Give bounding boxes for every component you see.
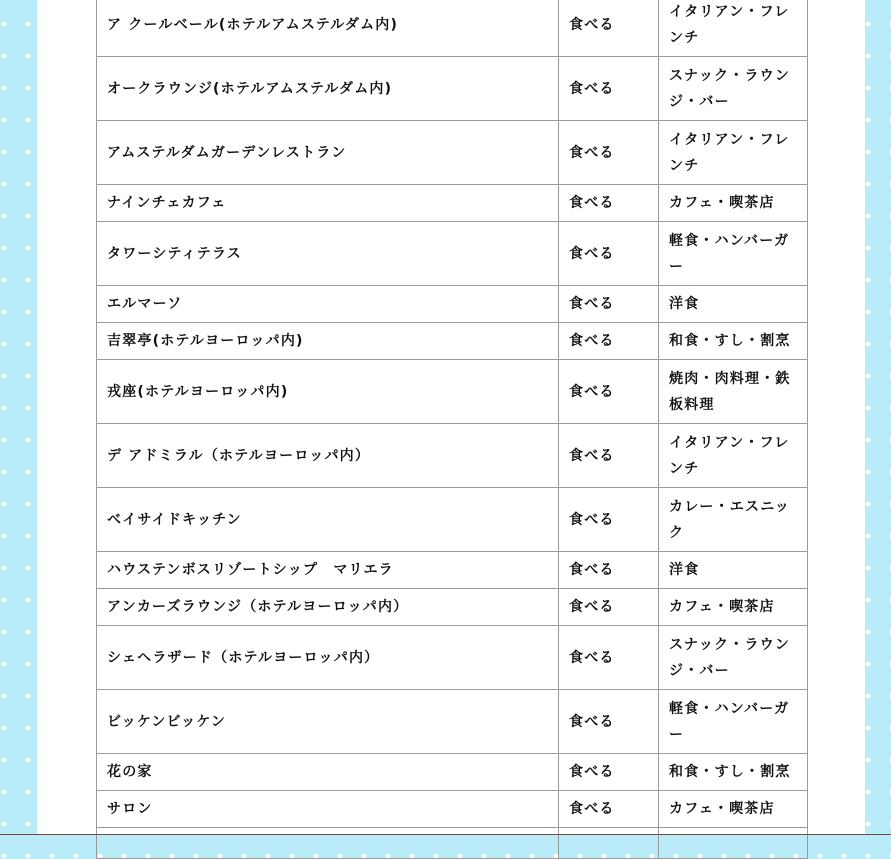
category-cell: 食べる [559, 791, 659, 828]
genre-cell: カレー・エスニック [659, 488, 808, 552]
table-row-partial [97, 828, 808, 859]
category-cell: 食べる [559, 57, 659, 121]
facility-name-cell: アンカーズラウンジ（ホテルヨーロッパ内） [97, 589, 559, 626]
category-cell: 食べる [559, 754, 659, 791]
category-cell: 食べる [559, 0, 659, 57]
category-cell: 食べる [559, 185, 659, 222]
facility-name-cell: ア クールベール(ホテルアムステルダム内) [97, 0, 559, 57]
facility-name-cell: 吉翠亭(ホテルヨーロッパ内) [97, 323, 559, 360]
category-cell: 食べる [559, 589, 659, 626]
table-row [97, 791, 808, 828]
facility-name-cell: サロン [97, 791, 559, 828]
genre-cell: 和食・すし・割烹 [659, 323, 808, 360]
genre-cell: イタリアン・フレンチ [659, 0, 808, 57]
facility-name-cell: 戎座(ホテルヨーロッパ内) [97, 360, 559, 424]
table-row [97, 323, 808, 360]
category-cell: 食べる [559, 222, 659, 286]
category-cell: 食べる [559, 626, 659, 690]
genre-cell: 焼肉・肉料理・鉄板料理 [659, 360, 808, 424]
facility-name-cell: デ アドミラル（ホテルヨーロッパ内） [97, 424, 559, 488]
category-cell: 食べる [559, 323, 659, 360]
facility-table-body [97, 0, 808, 859]
facility-name-cell: ナインチェカフェ [97, 185, 559, 222]
table-row [97, 121, 808, 185]
facility-name-cell: ベイサイドキッチン [97, 488, 559, 552]
genre-cell: カフェ・喫茶店 [659, 185, 808, 222]
category-cell: 食べる [559, 488, 659, 552]
table-row [97, 488, 808, 552]
table-row [97, 690, 808, 754]
facility-name-cell: ハウステンボスリゾートシップ マリエラ [97, 552, 559, 589]
genre-cell: カフェ・喫茶店 [659, 589, 808, 626]
facility-name-cell: エルマーソ [97, 286, 559, 323]
genre-cell: スナック・ラウンジ・バー [659, 57, 808, 121]
facility-name-cell: オークラウンジ(ホテルアムステルダム内) [97, 57, 559, 121]
genre-cell: スナック・ラウンジ・バー [659, 626, 808, 690]
genre-cell: 軽食・ハンバーガー [659, 690, 808, 754]
facility-name-cell: アムステルダムガーデンレストラン [97, 121, 559, 185]
category-cell: 食べる [559, 424, 659, 488]
genre-cell: 洋食 [659, 286, 808, 323]
facility-name-cell: シェヘラザード（ホテルヨーロッパ内） [97, 626, 559, 690]
table-row [97, 424, 808, 488]
genre-cell: カフェ・喫茶店 [659, 791, 808, 828]
facility-name-cell: ビッケンビッケン [97, 690, 559, 754]
genre-cell: 洋食 [659, 552, 808, 589]
table-row [97, 552, 808, 589]
category-cell: 食べる [559, 690, 659, 754]
table-row [97, 0, 808, 57]
empty-cell [559, 828, 659, 859]
genre-cell: イタリアン・フレンチ [659, 121, 808, 185]
table-row [97, 57, 808, 121]
genre-cell: イタリアン・フレンチ [659, 424, 808, 488]
table-row [97, 185, 808, 222]
empty-cell [659, 828, 808, 859]
category-cell: 食べる [559, 360, 659, 424]
facility-table [96, 0, 808, 859]
genre-cell: 和食・すし・割烹 [659, 754, 808, 791]
empty-cell [97, 828, 559, 859]
table-row [97, 286, 808, 323]
table-row [97, 222, 808, 286]
category-cell: 食べる [559, 286, 659, 323]
genre-cell: 軽食・ハンバーガー [659, 222, 808, 286]
table-row [97, 589, 808, 626]
content-panel [37, 0, 865, 835]
category-cell: 食べる [559, 121, 659, 185]
facility-name-cell: タワーシティテラス [97, 222, 559, 286]
facility-name-cell: 花の家 [97, 754, 559, 791]
table-row [97, 360, 808, 424]
table-row [97, 626, 808, 690]
table-row [97, 754, 808, 791]
category-cell: 食べる [559, 552, 659, 589]
